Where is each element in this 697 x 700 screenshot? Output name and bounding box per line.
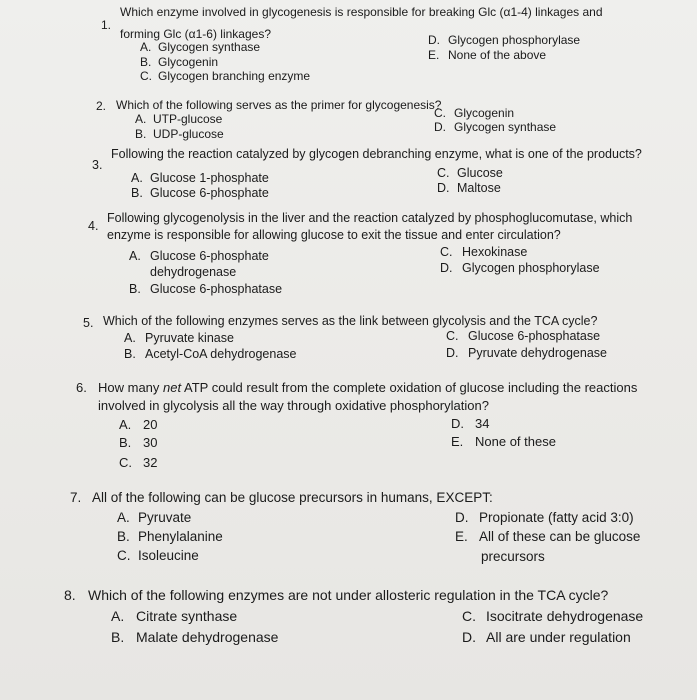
option-text: Hexokinase [462,245,528,259]
option-text: Glucose 1-phosphate [150,171,269,185]
option-text: None of the above [448,48,547,62]
option-text: UTP-glucose [153,112,223,126]
option-text: Glucose 6-phosphate [150,186,269,200]
option-a[interactable] [135,112,222,126]
option-text: All of these can be glucose [479,529,641,544]
question-stem-line-2: forming Glc (α1-6) linkages? [120,27,271,41]
option-text: Glycogenin [158,55,219,69]
question-stem: All of the following can be glucose precursors in humans, EXCEPT: [92,490,493,505]
option-label: B. [140,55,152,69]
question-stem-line-2: enzyme is responsible for allowing glucose to exit the tissue and enter circulation? [107,228,561,242]
option-text: 32 [143,455,158,470]
option-d[interactable] [434,120,556,134]
option-text: Glucose [457,166,503,180]
option-text: Isocitrate dehydrogenase [486,608,644,624]
option-b[interactable] [131,186,269,200]
option-text: Glycogen phosphorylase [462,261,600,275]
question-number: 6. [76,380,87,395]
option-label: B. [129,282,141,296]
question-stem-line-1: Which enzyme involved in glycogenesis is responsible for breaking Glc (α1-4) linkages and [120,5,603,19]
option-c[interactable] [140,69,310,83]
option-c[interactable] [117,548,199,563]
option-b[interactable] [119,435,157,450]
option-text: Pyruvate dehydrogenase [468,346,607,360]
question-stem: Following the reaction catalyzed by glycogen debranching enzyme, what is one of the products? [111,147,642,161]
option-label: D. [455,510,469,525]
question-number: 8. [64,587,76,603]
stem-text: ATP could result from the complete oxidation of glucose including the reactions [181,380,638,395]
option-label: A. [111,608,125,624]
option-text: 30 [143,435,158,450]
option-label: B. [135,127,147,141]
option-label: A. [140,40,152,54]
option-text: 20 [143,417,158,432]
option-a[interactable] [140,40,260,54]
stem-emphasis: net [163,380,182,395]
option-e[interactable] [451,434,556,449]
option-label: D. [434,120,446,134]
option-label: A. [135,112,147,126]
option-label: C. [434,106,446,120]
option-text: Isoleucine [138,548,199,563]
option-label: E. [455,529,468,544]
option-a[interactable] [129,249,269,263]
option-text: 34 [475,416,490,431]
question-number: 7. [70,490,82,505]
option-label: D. [462,629,476,645]
option-a[interactable] [124,331,234,345]
option-d[interactable] [437,181,501,195]
option-text: Glucose 6-phosphatase [150,282,283,296]
option-text: Acetyl-CoA dehydrogenase [145,347,297,361]
option-text: Glucose 6-phosphate [150,249,269,263]
question-stem: Which of the following enzymes are not under allosteric regulation in the TCA cycle? [88,587,609,603]
option-text: Glycogen synthase [454,120,557,134]
option-text: Glucose 6-phosphatase [468,329,601,343]
question-number: 1. [101,18,112,32]
option-d[interactable] [428,33,580,47]
option-text: Maltose [457,181,501,195]
option-d[interactable] [462,629,631,645]
option-b[interactable] [129,282,282,296]
option-text: UDP-glucose [153,127,224,141]
question-stem: Which of the following enzymes serves as the link between glycolysis and the TCA cycle? [103,314,598,328]
option-label: B. [119,435,132,450]
option-c[interactable] [462,608,643,624]
option-text: Pyruvate kinase [145,331,234,345]
option-label: E. [428,48,440,62]
option-a[interactable] [131,171,269,185]
option-text: Citrate synthase [136,608,238,624]
option-b[interactable] [124,347,296,361]
option-d[interactable] [451,416,489,431]
question-stem-line-2: involved in glycolysis all the way through oxidative phosphorylation? [98,398,489,413]
option-text: Pyruvate [138,510,192,525]
question-number: 3. [92,158,103,172]
question-stem-line-1: Following glycogenolysis in the liver and the reaction catalyzed by phosphoglucomutase, which [107,211,633,225]
option-text: All are under regulation [486,629,631,645]
option-text: Propionate (fatty acid 3:0) [479,510,634,525]
option-label: C. [117,548,131,563]
option-e[interactable] [455,529,640,544]
question-number: 5. [83,316,94,330]
option-label: A. [129,249,141,263]
option-label: A. [131,171,143,185]
option-label: C. [140,69,152,83]
option-text: Glycogenin [454,106,515,120]
option-text: Glycogen synthase [158,40,261,54]
option-label: D. [446,346,459,360]
question-stem-line-1 [98,380,637,395]
option-c[interactable] [119,455,157,470]
option-a-continued: dehydrogenase [150,265,237,279]
option-label: E. [451,434,464,449]
option-label: C. [440,245,453,259]
option-label: A. [119,417,132,432]
option-label: A. [117,510,130,525]
option-d[interactable] [446,346,607,360]
option-label: C. [437,166,450,180]
option-a[interactable] [111,608,237,624]
option-d[interactable] [440,261,600,275]
option-e-continued: precursors [481,549,545,564]
option-label: D. [451,416,464,431]
option-label: B. [117,529,130,544]
option-b[interactable] [117,529,223,544]
option-c[interactable] [437,166,503,180]
option-label: D. [428,33,440,47]
question-number: 4. [88,219,99,233]
option-text: Glycogen branching enzyme [158,69,311,83]
option-c[interactable] [440,245,527,259]
option-label: B. [131,186,143,200]
option-text: Phenylalanine [138,529,223,544]
option-text: None of these [475,434,556,449]
option-a[interactable] [119,417,157,432]
option-c[interactable] [446,329,600,343]
option-label: B. [124,347,136,361]
option-text: Malate dehydrogenase [136,629,279,645]
option-label: C. [462,608,476,624]
option-label: C. [446,329,459,343]
option-label: C. [119,455,132,470]
option-c[interactable] [434,106,514,120]
question-number: 2. [96,99,107,113]
stem-text: How many [98,380,164,395]
question-stem: Which of the following serves as the primer for glycogenesis? [116,98,442,112]
option-label: B. [111,629,125,645]
option-d[interactable] [455,510,634,525]
option-label: D. [437,181,450,195]
option-a[interactable] [117,510,191,525]
option-b[interactable] [111,629,278,645]
option-b[interactable] [140,55,218,69]
option-label: A. [124,331,136,345]
option-text: Glycogen phosphorylase [448,33,581,47]
option-e[interactable] [428,48,546,62]
option-label: D. [440,261,453,275]
option-b[interactable] [135,127,224,141]
